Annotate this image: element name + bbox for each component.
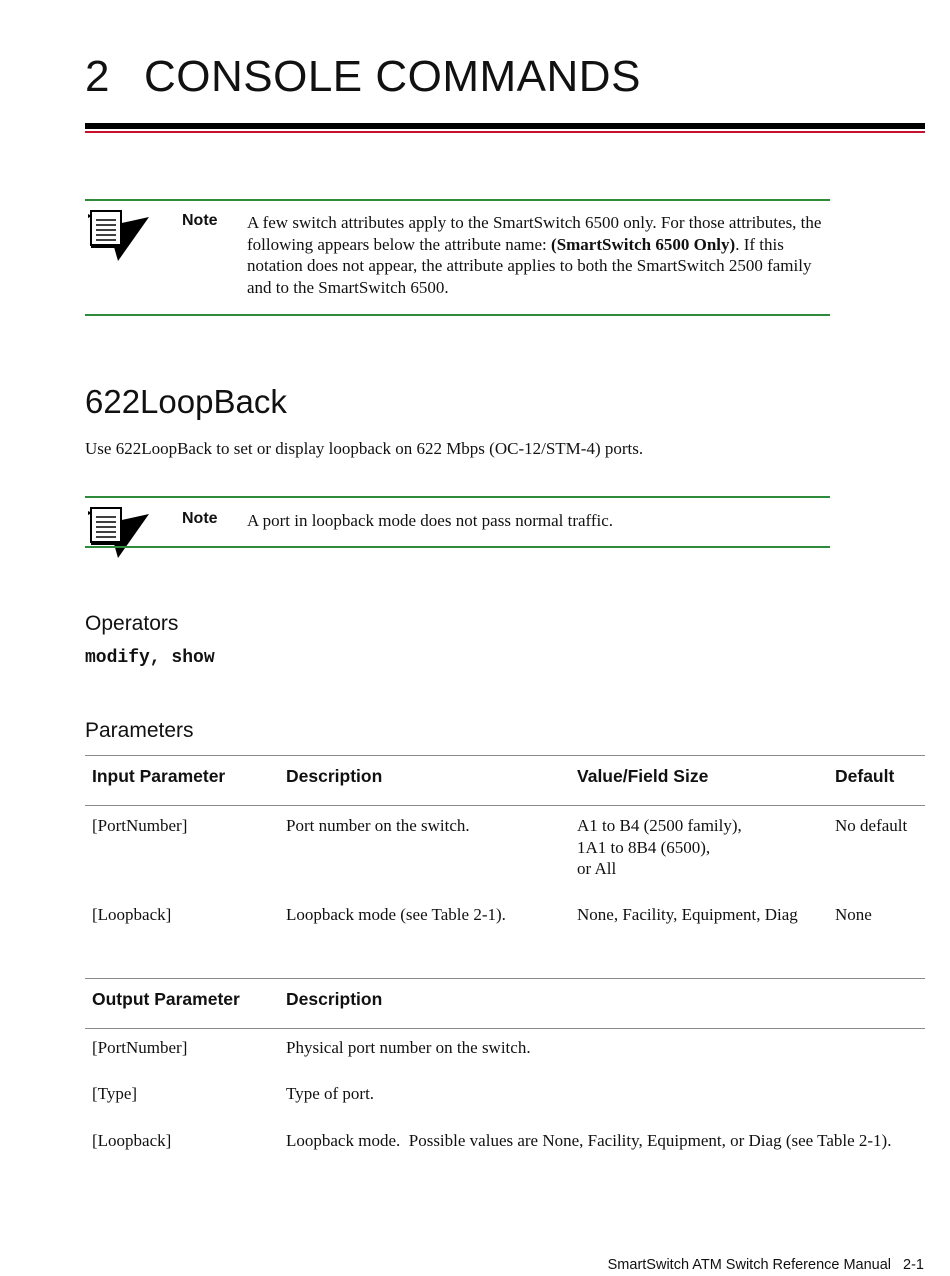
table-cell: A1 to B4 (2500 family), 1A1 to 8B4 (6500), or All [577, 816, 742, 878]
table-cell: No default [835, 816, 908, 835]
note-icon [88, 210, 150, 262]
chapter-number: 2 [85, 52, 110, 101]
note-bottom-rule [85, 314, 830, 316]
note-icon [88, 507, 150, 559]
table-cell: None, Facility, Equipment, Diag [577, 905, 798, 924]
table-cell: [Type] [92, 1084, 138, 1103]
note-top-rule [85, 199, 830, 201]
table-cell: [Loopback] [92, 905, 172, 924]
table-header: Value/Field Size [577, 766, 709, 786]
table-cell: Type of port. [286, 1084, 375, 1103]
table-cell: Port number on the switch. [286, 816, 470, 835]
table-cell: Loopback mode. Possible values are None, Facility, Equipment, or Diag (see Table 2-1). [286, 1131, 892, 1150]
output-table-top-rule [85, 978, 925, 979]
table-header: Description [286, 989, 383, 1009]
footer-page-number: 2-1 [903, 1257, 924, 1273]
note-text-bold: (SmartSwitch 6500 Only) [551, 234, 736, 254]
section-title: 622LoopBack [85, 383, 287, 420]
chapter-name: CONSOLE COMMANDS [143, 52, 641, 101]
note-label: Note [182, 212, 218, 229]
table-cell: Physical port number on the switch. [286, 1038, 531, 1057]
chapter-rule-red [85, 131, 925, 133]
input-table-top-rule [85, 755, 925, 756]
operators-heading: Operators [85, 612, 179, 635]
footer-manual-title: SmartSwitch ATM Switch Reference Manual [607, 1257, 892, 1273]
note-bottom-rule [85, 546, 830, 548]
note-text: A port in loopback mode does not pass normal traffic. [247, 511, 614, 530]
input-table-header-rule [85, 805, 925, 806]
output-table-header-rule [85, 1028, 925, 1029]
table-cell: Loopback mode (see Table 2-1). [286, 905, 506, 924]
note-text [247, 212, 827, 298]
operators-value: modify, show [85, 648, 215, 668]
note-top-rule [85, 496, 830, 498]
table-cell: [PortNumber] [92, 816, 188, 835]
note-text-part: A few switch attributes apply to the SmartSwitch 6500 only. For those attributes, the following appears below the attribute name: [247, 213, 822, 254]
table-cell: [Loopback] [92, 1131, 172, 1150]
section-intro: Use 622LoopBack to set or display loopback on 622 Mbps (OC-12/STM-4) ports. [85, 439, 644, 458]
table-cell: [PortNumber] [92, 1038, 188, 1057]
note-label: Note [182, 510, 218, 527]
parameters-heading: Parameters [85, 719, 194, 742]
table-header: Input Parameter [92, 766, 226, 786]
page-footer [608, 1257, 924, 1273]
table-header: Output Parameter [92, 989, 240, 1009]
table-cell: None [835, 905, 872, 924]
table-header: Description [286, 766, 383, 786]
chapter-title [85, 52, 641, 102]
chapter-rule-black [85, 123, 925, 129]
note-text-part: . If this notation does not appear, the attribute applies to both the SmartSwitch 2500 family and to the SmartSwitch 6500. [247, 234, 812, 297]
table-header: Default [835, 766, 895, 786]
